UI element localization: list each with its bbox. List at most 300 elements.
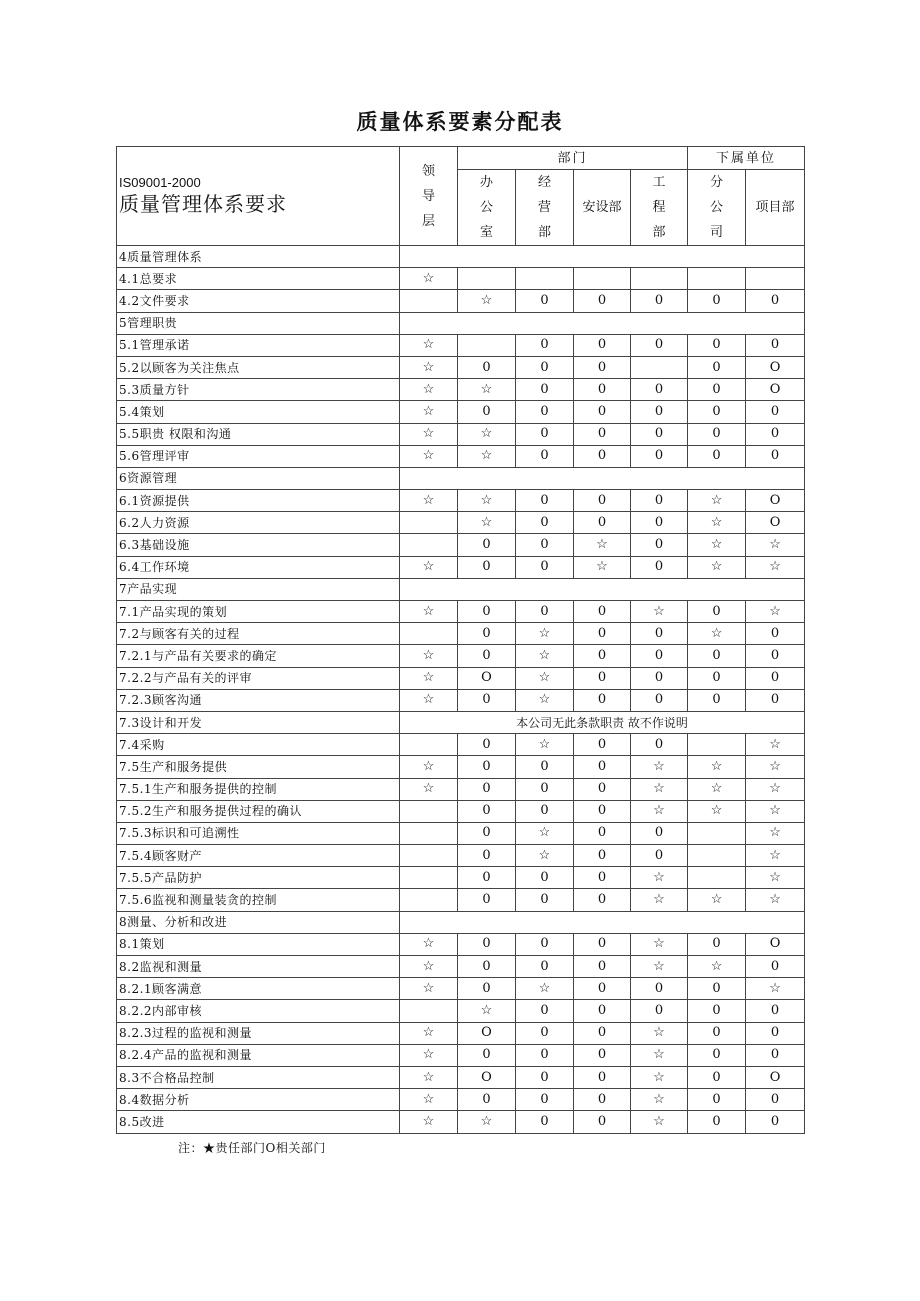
assignment-cell xyxy=(688,867,746,889)
assignment-cell: 0 xyxy=(746,623,805,645)
assignment-cell: 0 xyxy=(516,800,574,822)
clause-label: 7.5.6监视和测量装贪的控制 xyxy=(117,889,400,911)
clause-label: 7.1产品实现的策划 xyxy=(117,601,400,623)
assignment-cell xyxy=(631,356,688,378)
table-row xyxy=(117,933,805,955)
page-title: 质量体系要素分配表 xyxy=(356,109,564,134)
assignment-cell: 0 xyxy=(516,778,574,800)
assignment-cell: ☆ xyxy=(516,645,574,667)
assignment-cell: 0 xyxy=(746,445,805,467)
assignment-cell: ☆ xyxy=(631,933,688,955)
section-row xyxy=(117,246,805,268)
standard-header xyxy=(117,147,400,246)
assignment-cell: ☆ xyxy=(516,689,574,711)
assignment-cell: ☆ xyxy=(746,734,805,756)
assignment-cell: O xyxy=(746,490,805,512)
clause-label: 7.2.1与产品有关要求的确定 xyxy=(117,645,400,667)
assignment-cell: 0 xyxy=(516,1000,574,1022)
table-row xyxy=(117,1000,805,1022)
assignment-cell: ☆ xyxy=(746,534,805,556)
assignment-cell: 0 xyxy=(516,556,574,578)
clause-label: 7.5.2生产和服务提供过程的确认 xyxy=(117,800,400,822)
assignment-cell: 0 xyxy=(516,1044,574,1066)
assignment-cell: ☆ xyxy=(631,1066,688,1088)
assignment-cell: 0 xyxy=(631,623,688,645)
assignment-cell xyxy=(631,268,688,290)
assignment-cell: O xyxy=(458,667,516,689)
assignment-cell: 0 xyxy=(631,512,688,534)
assignment-cell: ☆ xyxy=(516,667,574,689)
assignment-cell: ☆ xyxy=(746,800,805,822)
assignment-cell: ☆ xyxy=(688,756,746,778)
assignment-cell xyxy=(400,1000,458,1022)
table-row xyxy=(117,512,805,534)
assignment-cell: ☆ xyxy=(746,778,805,800)
assignment-cell: ☆ xyxy=(746,556,805,578)
assignment-cell: ☆ xyxy=(400,356,458,378)
clause-label: 7.5.1生产和服务提供的控制 xyxy=(117,778,400,800)
assignment-cell: 0 xyxy=(746,956,805,978)
table-row xyxy=(117,845,805,867)
assignment-cell: 0 xyxy=(574,867,631,889)
legend-note: 注：★贵任部门O相关部门 xyxy=(178,1141,326,1155)
assignment-cell xyxy=(688,822,746,844)
section-label: 4质量管理体系 xyxy=(117,246,400,268)
table-row xyxy=(117,623,805,645)
section-row xyxy=(117,911,805,933)
table-row xyxy=(117,645,805,667)
assignment-cell: 0 xyxy=(631,445,688,467)
assignment-cell: ☆ xyxy=(516,623,574,645)
assignment-cell: ☆ xyxy=(458,423,516,445)
assignment-cell: 0 xyxy=(631,334,688,356)
assignment-cell: ☆ xyxy=(631,889,688,911)
section-filler xyxy=(400,578,805,600)
assignment-cell: 0 xyxy=(688,1022,746,1044)
assignment-cell: 0 xyxy=(631,534,688,556)
section-label: 8测量、分析和改进 xyxy=(117,911,400,933)
assignment-cell: 0 xyxy=(458,734,516,756)
assignment-cell: 0 xyxy=(688,1044,746,1066)
table-row xyxy=(117,290,805,312)
clause-label: 8.2.2内部审核 xyxy=(117,1000,400,1022)
assignment-cell: 0 xyxy=(688,356,746,378)
assignment-cell: 0 xyxy=(574,822,631,844)
assignment-cell: ☆ xyxy=(400,1111,458,1133)
assignment-cell: 0 xyxy=(458,978,516,1000)
assignment-cell: ☆ xyxy=(400,334,458,356)
section-filler xyxy=(400,467,805,489)
table-row xyxy=(117,756,805,778)
assignment-cell: 0 xyxy=(458,645,516,667)
clause-label: 6.2人力资源 xyxy=(117,512,400,534)
assignment-cell: 0 xyxy=(574,956,631,978)
section-label: 5管理职贵 xyxy=(117,312,400,334)
assignment-cell: O xyxy=(458,1066,516,1088)
assignment-cell: 0 xyxy=(631,556,688,578)
table-row xyxy=(117,1111,805,1133)
clause-label: 7.5.5产品防护 xyxy=(117,867,400,889)
assignment-cell: 0 xyxy=(746,423,805,445)
assignment-cell: 0 xyxy=(574,933,631,955)
assignment-cell: ☆ xyxy=(746,756,805,778)
assignment-cell: ☆ xyxy=(631,800,688,822)
table-row xyxy=(117,822,805,844)
table-row xyxy=(117,800,805,822)
assignment-cell: 0 xyxy=(574,845,631,867)
col-header-project xyxy=(746,170,805,246)
assignment-cell xyxy=(400,822,458,844)
assignment-cell: ☆ xyxy=(574,556,631,578)
assignment-cell: 0 xyxy=(574,1022,631,1044)
standard-code: IS09001-2000 xyxy=(119,175,201,190)
assignment-cell: 0 xyxy=(574,379,631,401)
table-row xyxy=(117,667,805,689)
section-row xyxy=(117,578,805,600)
assignment-cell: 0 xyxy=(631,734,688,756)
assignment-cell: 0 xyxy=(458,601,516,623)
assignment-cell xyxy=(400,734,458,756)
assignment-cell: 0 xyxy=(574,401,631,423)
col-header-label: 分公司 xyxy=(710,175,724,240)
assignment-cell: 0 xyxy=(458,778,516,800)
assignment-cell: 0 xyxy=(458,534,516,556)
col-header-safety xyxy=(574,170,631,246)
assignment-cell: ☆ xyxy=(458,490,516,512)
clause-label: 8.2监视和测量 xyxy=(117,956,400,978)
assignment-cell: 0 xyxy=(688,401,746,423)
assignment-cell: 0 xyxy=(574,645,631,667)
header-row-1 xyxy=(117,147,805,170)
assignment-cell: 0 xyxy=(516,1066,574,1088)
assignment-cell: ☆ xyxy=(516,822,574,844)
assignment-cell: 0 xyxy=(458,889,516,911)
assignment-cell: 0 xyxy=(458,689,516,711)
assignment-cell: 0 xyxy=(688,645,746,667)
table-row xyxy=(117,1066,805,1088)
assignment-cell: ☆ xyxy=(631,1044,688,1066)
assignment-cell: 0 xyxy=(574,1000,631,1022)
sub-group-header xyxy=(688,147,805,170)
table-row xyxy=(117,556,805,578)
assignment-cell: ☆ xyxy=(631,1022,688,1044)
assignment-cell xyxy=(400,290,458,312)
assignment-cell: 0 xyxy=(574,356,631,378)
assignment-cell: ☆ xyxy=(746,867,805,889)
assignment-cell: ☆ xyxy=(688,512,746,534)
assignment-cell: ☆ xyxy=(574,534,631,556)
table-row xyxy=(117,601,805,623)
clause-label: 7.2.3顾客沟通 xyxy=(117,689,400,711)
assignment-cell: 0 xyxy=(516,889,574,911)
assignment-cell: 0 xyxy=(688,1066,746,1088)
assignment-cell xyxy=(400,800,458,822)
assignment-cell: O xyxy=(746,379,805,401)
assignment-cell: 0 xyxy=(574,512,631,534)
assignment-cell xyxy=(400,889,458,911)
col-header-label: 经营部 xyxy=(537,175,551,240)
assignment-cell: ☆ xyxy=(688,534,746,556)
assignment-cell: 0 xyxy=(631,689,688,711)
assignment-cell: 0 xyxy=(458,356,516,378)
assignment-cell: 0 xyxy=(574,445,631,467)
assignment-cell: 0 xyxy=(458,556,516,578)
assignment-cell: 0 xyxy=(458,623,516,645)
assignment-cell: 0 xyxy=(516,534,574,556)
assignment-cell: 0 xyxy=(516,334,574,356)
leader-header xyxy=(400,147,458,246)
assignment-cell: ☆ xyxy=(746,845,805,867)
assignment-cell: 0 xyxy=(688,667,746,689)
assignment-cell: 0 xyxy=(688,1089,746,1111)
assignment-cell: 0 xyxy=(574,1044,631,1066)
assignment-cell: 0 xyxy=(458,845,516,867)
assignment-cell: 0 xyxy=(746,334,805,356)
assignment-cell: 0 xyxy=(688,1111,746,1133)
assignment-cell: 0 xyxy=(516,756,574,778)
assignment-cell: ☆ xyxy=(688,623,746,645)
clause-label: 8.5改进 xyxy=(117,1111,400,1133)
assignment-cell: 0 xyxy=(574,734,631,756)
assignment-cell xyxy=(516,268,574,290)
assignment-cell: 0 xyxy=(574,667,631,689)
assignment-cell: 0 xyxy=(746,1089,805,1111)
table-row xyxy=(117,534,805,556)
assignment-cell: ☆ xyxy=(458,379,516,401)
clause-label: 5.6管理评审 xyxy=(117,445,400,467)
assignment-cell: 0 xyxy=(458,756,516,778)
assignment-cell xyxy=(400,845,458,867)
leader-label: 领导层 xyxy=(421,163,435,229)
assignment-cell xyxy=(688,268,746,290)
clause-label: 7.5生产和服务提供 xyxy=(117,756,400,778)
assignment-cell: 0 xyxy=(458,1089,516,1111)
not-applicable-note: 本公司无此条款职责 故不作说明 xyxy=(400,711,805,733)
assignment-cell: 0 xyxy=(746,645,805,667)
assignment-cell: 0 xyxy=(746,667,805,689)
assignment-cell: ☆ xyxy=(516,978,574,1000)
assignment-cell: 0 xyxy=(574,1089,631,1111)
table-row xyxy=(117,778,805,800)
assignment-cell: ☆ xyxy=(631,956,688,978)
table-row xyxy=(117,734,805,756)
assignment-cell xyxy=(688,734,746,756)
assignment-cell: 0 xyxy=(746,1000,805,1022)
section-filler xyxy=(400,312,805,334)
assignment-cell: 0 xyxy=(574,601,631,623)
assignment-cell: ☆ xyxy=(458,1000,516,1022)
assignment-cell: ☆ xyxy=(631,778,688,800)
assignment-cell: 0 xyxy=(631,401,688,423)
assignment-cell: 0 xyxy=(516,1022,574,1044)
clause-label: 5.5职贵 权限和沟通 xyxy=(117,423,400,445)
section-filler xyxy=(400,911,805,933)
assignment-cell: O xyxy=(458,1022,516,1044)
clause-label: 8.2.1顾客满意 xyxy=(117,978,400,1000)
assignment-cell: 0 xyxy=(688,601,746,623)
assignment-cell: 0 xyxy=(574,290,631,312)
assignment-cell xyxy=(688,845,746,867)
assignment-cell: O xyxy=(746,1066,805,1088)
col-header-engineering xyxy=(631,170,688,246)
assignment-cell: 0 xyxy=(574,423,631,445)
assignment-cell: ☆ xyxy=(746,822,805,844)
assignment-cell: ☆ xyxy=(400,490,458,512)
assignment-cell: 0 xyxy=(516,956,574,978)
assignment-cell: ☆ xyxy=(400,956,458,978)
assignment-cell: 0 xyxy=(746,1022,805,1044)
assignment-cell: ☆ xyxy=(400,645,458,667)
clause-label: 6.3基础设施 xyxy=(117,534,400,556)
col-header-office xyxy=(458,170,516,246)
assignment-cell: ☆ xyxy=(746,601,805,623)
section-filler xyxy=(400,246,805,268)
assignment-cell: 0 xyxy=(458,1044,516,1066)
clause-label: 6.4工作环境 xyxy=(117,556,400,578)
clause-label: 8.4数据分析 xyxy=(117,1089,400,1111)
col-header-business xyxy=(516,170,574,246)
assignment-cell: 0 xyxy=(574,334,631,356)
assignment-cell: ☆ xyxy=(746,889,805,911)
clause-label: 5.3质量方针 xyxy=(117,379,400,401)
assignment-cell: 0 xyxy=(458,822,516,844)
assignment-cell: ☆ xyxy=(688,556,746,578)
assignment-cell: 0 xyxy=(516,356,574,378)
table-row xyxy=(117,445,805,467)
col-header-label: 项目部 xyxy=(755,200,795,215)
assignment-cell: 0 xyxy=(688,933,746,955)
assignment-cell: 0 xyxy=(516,867,574,889)
assignment-cell: 0 xyxy=(574,978,631,1000)
assignment-cell: ☆ xyxy=(400,978,458,1000)
table-row xyxy=(117,1089,805,1111)
assignment-cell: 0 xyxy=(631,379,688,401)
dept-group-label: 部门 xyxy=(557,150,588,166)
assignment-cell: 0 xyxy=(688,379,746,401)
section-row xyxy=(117,312,805,334)
assignment-cell: 0 xyxy=(688,290,746,312)
note-row xyxy=(117,711,805,733)
assignment-cell: ☆ xyxy=(516,845,574,867)
assignment-cell: ☆ xyxy=(400,601,458,623)
clause-label: 7.5.4顾客财产 xyxy=(117,845,400,867)
assignment-cell: 0 xyxy=(516,379,574,401)
assignment-cell: 0 xyxy=(574,1111,631,1133)
assignment-cell: O xyxy=(746,512,805,534)
assignment-cell: 0 xyxy=(631,1000,688,1022)
assignment-cell: ☆ xyxy=(631,867,688,889)
assignment-cell: 0 xyxy=(574,756,631,778)
assignment-cell: 0 xyxy=(516,401,574,423)
assignment-cell: 0 xyxy=(574,490,631,512)
clause-label: 7.2.2与产品有关的评审 xyxy=(117,667,400,689)
assignment-cell: ☆ xyxy=(400,379,458,401)
assignment-cell: ☆ xyxy=(400,268,458,290)
assignment-cell: 0 xyxy=(574,623,631,645)
assignment-cell: 0 xyxy=(458,800,516,822)
assignment-cell: 0 xyxy=(458,933,516,955)
assignment-cell: ☆ xyxy=(631,756,688,778)
assignment-cell: 0 xyxy=(458,867,516,889)
assignment-cell: 0 xyxy=(746,401,805,423)
assignment-cell: 0 xyxy=(631,978,688,1000)
assignment-cell: 0 xyxy=(516,1089,574,1111)
assignment-cell: 0 xyxy=(688,445,746,467)
table-row xyxy=(117,689,805,711)
assignment-cell: ☆ xyxy=(400,1022,458,1044)
assignment-cell: 0 xyxy=(688,334,746,356)
table-row xyxy=(117,956,805,978)
table-row xyxy=(117,268,805,290)
assignment-cell: ☆ xyxy=(458,512,516,534)
assignment-cell: ☆ xyxy=(631,601,688,623)
table-row xyxy=(117,1044,805,1066)
assignment-cell: 0 xyxy=(458,401,516,423)
assignment-cell: 0 xyxy=(746,1044,805,1066)
assignment-cell xyxy=(400,534,458,556)
assignment-cell: 0 xyxy=(631,645,688,667)
assignment-cell: 0 xyxy=(516,490,574,512)
assignment-cell xyxy=(400,623,458,645)
assignment-cell: ☆ xyxy=(400,689,458,711)
clause-label: 8.1策划 xyxy=(117,933,400,955)
assignment-cell: ☆ xyxy=(400,1066,458,1088)
assignment-cell: 0 xyxy=(746,290,805,312)
clause-label: 5.2以顾客为关注焦点 xyxy=(117,356,400,378)
assignment-cell: 0 xyxy=(631,290,688,312)
assignment-cell: 0 xyxy=(574,889,631,911)
assignment-cell: 0 xyxy=(631,822,688,844)
assignment-cell: 0 xyxy=(458,956,516,978)
assignment-cell: ☆ xyxy=(688,490,746,512)
assignment-cell: 0 xyxy=(688,1000,746,1022)
assignment-cell: ☆ xyxy=(746,978,805,1000)
assignment-cell: ☆ xyxy=(400,401,458,423)
assignment-cell xyxy=(400,512,458,534)
assignment-cell: 0 xyxy=(516,512,574,534)
assignment-cell: 0 xyxy=(631,667,688,689)
assignment-cell: 0 xyxy=(631,490,688,512)
clause-label: 4.1总要求 xyxy=(117,268,400,290)
assignment-cell: 0 xyxy=(746,689,805,711)
clause-label: 8.2.4产品的监视和测量 xyxy=(117,1044,400,1066)
sub-group-label: 下属单位 xyxy=(716,150,777,166)
clause-label: 8.2.3过程的监视和测量 xyxy=(117,1022,400,1044)
assignment-cell xyxy=(746,268,805,290)
assignment-cell: 0 xyxy=(574,778,631,800)
assignment-cell: 0 xyxy=(631,423,688,445)
assignment-cell: 0 xyxy=(516,445,574,467)
assignment-cell: O xyxy=(746,933,805,955)
table-row xyxy=(117,1022,805,1044)
assignment-cell: ☆ xyxy=(400,1044,458,1066)
assignment-cell: ☆ xyxy=(400,933,458,955)
assignment-cell: ☆ xyxy=(516,734,574,756)
section-label: 7产品实现 xyxy=(117,578,400,600)
clause-label: 8.3不合格品控制 xyxy=(117,1066,400,1088)
assignment-cell: ☆ xyxy=(400,423,458,445)
col-header-label: 办公室 xyxy=(479,175,493,240)
clause-label: 7.3设计和开发 xyxy=(117,711,400,733)
table-row xyxy=(117,401,805,423)
assignment-cell: ☆ xyxy=(688,956,746,978)
assignment-cell xyxy=(400,867,458,889)
table-row xyxy=(117,978,805,1000)
col-header-label: 工程部 xyxy=(652,175,666,240)
table-row xyxy=(117,490,805,512)
assignment-cell: ☆ xyxy=(400,445,458,467)
assignment-cell xyxy=(458,334,516,356)
